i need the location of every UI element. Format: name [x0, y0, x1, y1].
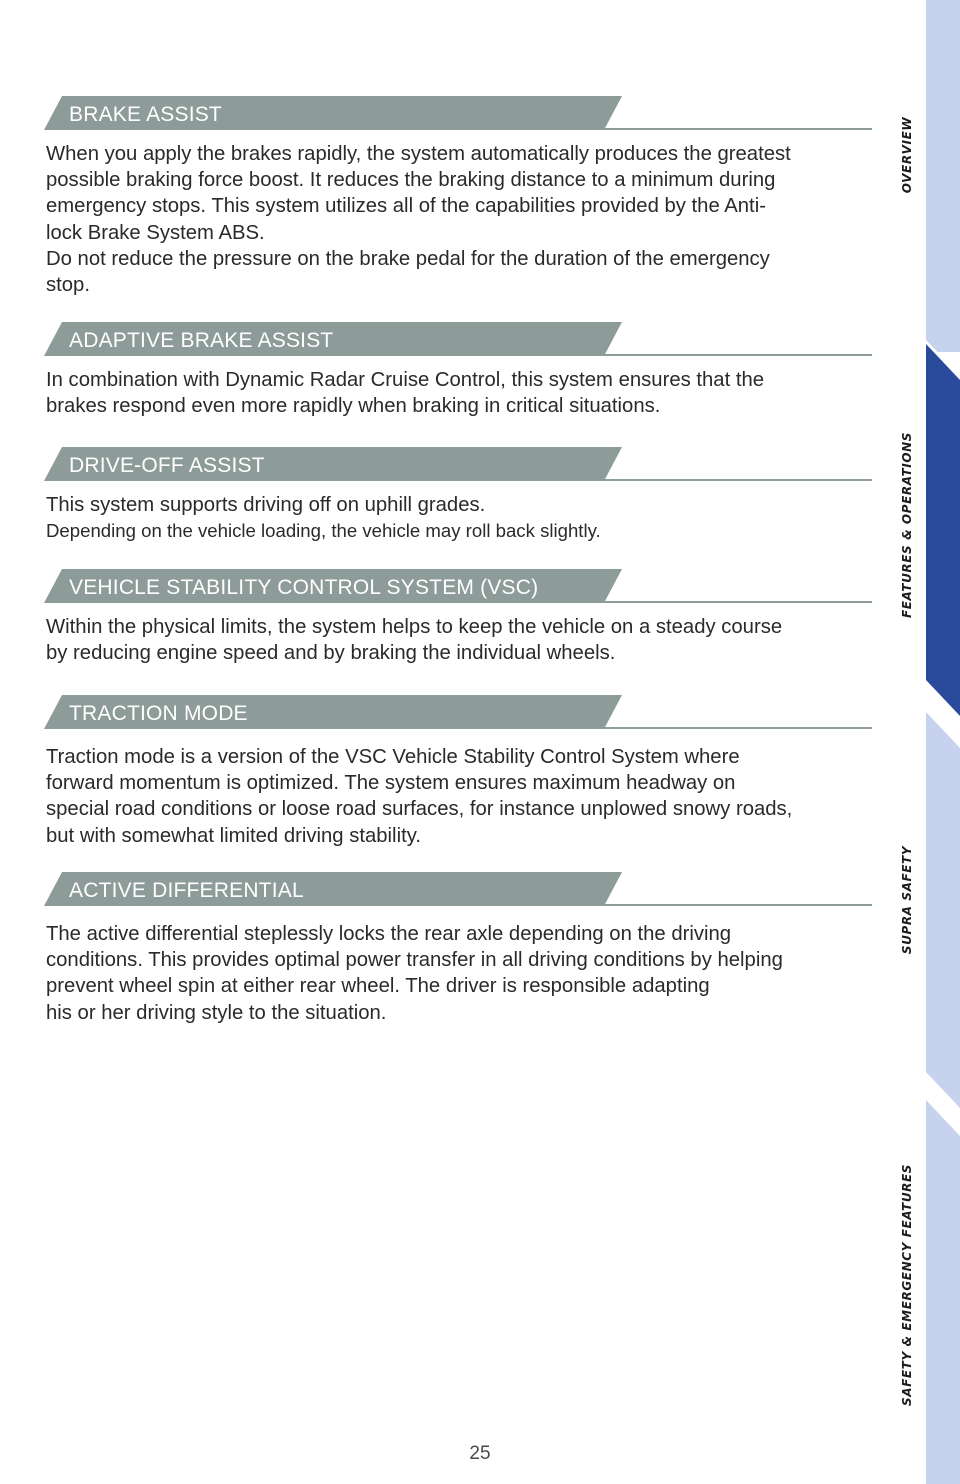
body-line: In combination with Dynamic Radar Cruise Control, this system ensures that the	[46, 369, 765, 391]
header-rule	[600, 601, 872, 603]
tab-safety-emergency-features[interactable]	[926, 1100, 960, 1484]
section-header	[0, 695, 880, 731]
body-line: Depending on the vehicle loading, the vehicle may roll back slightly.	[46, 520, 601, 542]
body-line: special road conditions or loose road surfaces, for instance unplowed snowy roads,	[46, 798, 793, 821]
header-rule	[600, 904, 872, 906]
body-line: Traction mode is a version of the VSC Vehicle Stability Control System where	[46, 746, 740, 768]
section-body	[0, 614, 876, 666]
body-line: prevent wheel spin at either rear wheel. The driver is responsible adapting	[46, 975, 710, 998]
body-line: possible braking force boost. It reduces the braking distance to a minimum during	[46, 169, 776, 192]
section-header	[0, 322, 880, 358]
section-body	[0, 744, 876, 849]
section-body	[0, 141, 876, 298]
body-line: but with somewhat limited driving stability.	[46, 824, 421, 847]
page-number: 25	[469, 1443, 491, 1464]
section-title: DRIVE-OFF ASSIST	[69, 454, 265, 477]
section-brake-assist	[0, 96, 880, 298]
section-vsc	[0, 569, 880, 666]
tab-label-supra-safety[interactable]: SUPRA SAFETY	[900, 845, 915, 955]
section-active-differential	[0, 872, 880, 1026]
tab-label-safety-emergency-features[interactable]: SAFETY & EMERGENCY FEATURES	[900, 1163, 915, 1407]
tab-supra-safety[interactable]	[926, 712, 960, 1108]
header-rule	[600, 479, 872, 481]
body-line: brakes respond even more rapidly when braking in critical situations.	[46, 395, 661, 418]
body-line: conditions. This provides optimal power transfer in all driving conditions by helping	[46, 949, 783, 972]
header-rule	[600, 354, 872, 356]
body-line: emergency stops. This system utilizes all of the capabilities provided by the Anti-	[46, 195, 766, 218]
section-title: ACTIVE DIFFERENTIAL	[69, 879, 304, 902]
body-line: When you apply the brakes rapidly, the system automatically produces the greatest	[46, 143, 791, 165]
body-line: The active differential steplessly locks the rear axle depending on the driving	[46, 923, 732, 945]
tab-label-features-operations[interactable]: FEATURES & OPERATIONS	[900, 431, 915, 619]
body-line: Within the physical limits, the system helps to keep the vehicle on a steady course	[46, 616, 783, 638]
section-header	[0, 872, 880, 908]
body-line: his or her driving style to the situation.	[46, 1001, 387, 1024]
header-rule	[600, 727, 872, 729]
body-line: Do not reduce the pressure on the brake pedal for the duration of the emergency	[46, 247, 770, 270]
body-line: stop.	[46, 274, 90, 297]
section-title: BRAKE ASSIST	[69, 103, 222, 126]
section-traction-mode	[0, 695, 880, 849]
body-line: lock Brake System ABS.	[46, 221, 265, 244]
tab-overview[interactable]	[926, 0, 960, 352]
section-adaptive-brake-assist	[0, 322, 880, 419]
section-body	[0, 492, 876, 544]
header-rule	[600, 128, 872, 130]
tab-features-operations[interactable]	[926, 344, 960, 716]
section-header	[0, 96, 880, 132]
chapter-tab-strip	[926, 0, 960, 1484]
body-line: forward momentum is optimized. The system ensures maximum headway on	[46, 772, 736, 795]
body-line: by reducing engine speed and by braking the individual wheels.	[46, 642, 616, 665]
body-line: This system supports driving off on uphill grades.	[46, 494, 486, 516]
section-title: VEHICLE STABILITY CONTROL SYSTEM (VSC)	[69, 576, 539, 599]
section-drive-off-assist	[0, 447, 880, 544]
section-header	[0, 569, 880, 605]
section-body	[0, 921, 876, 1026]
section-title: ADAPTIVE BRAKE ASSIST	[69, 329, 334, 352]
section-header	[0, 447, 880, 483]
section-body	[0, 367, 876, 419]
tab-label-overview[interactable]: OVERVIEW	[900, 116, 915, 194]
section-title: TRACTION MODE	[69, 702, 248, 725]
